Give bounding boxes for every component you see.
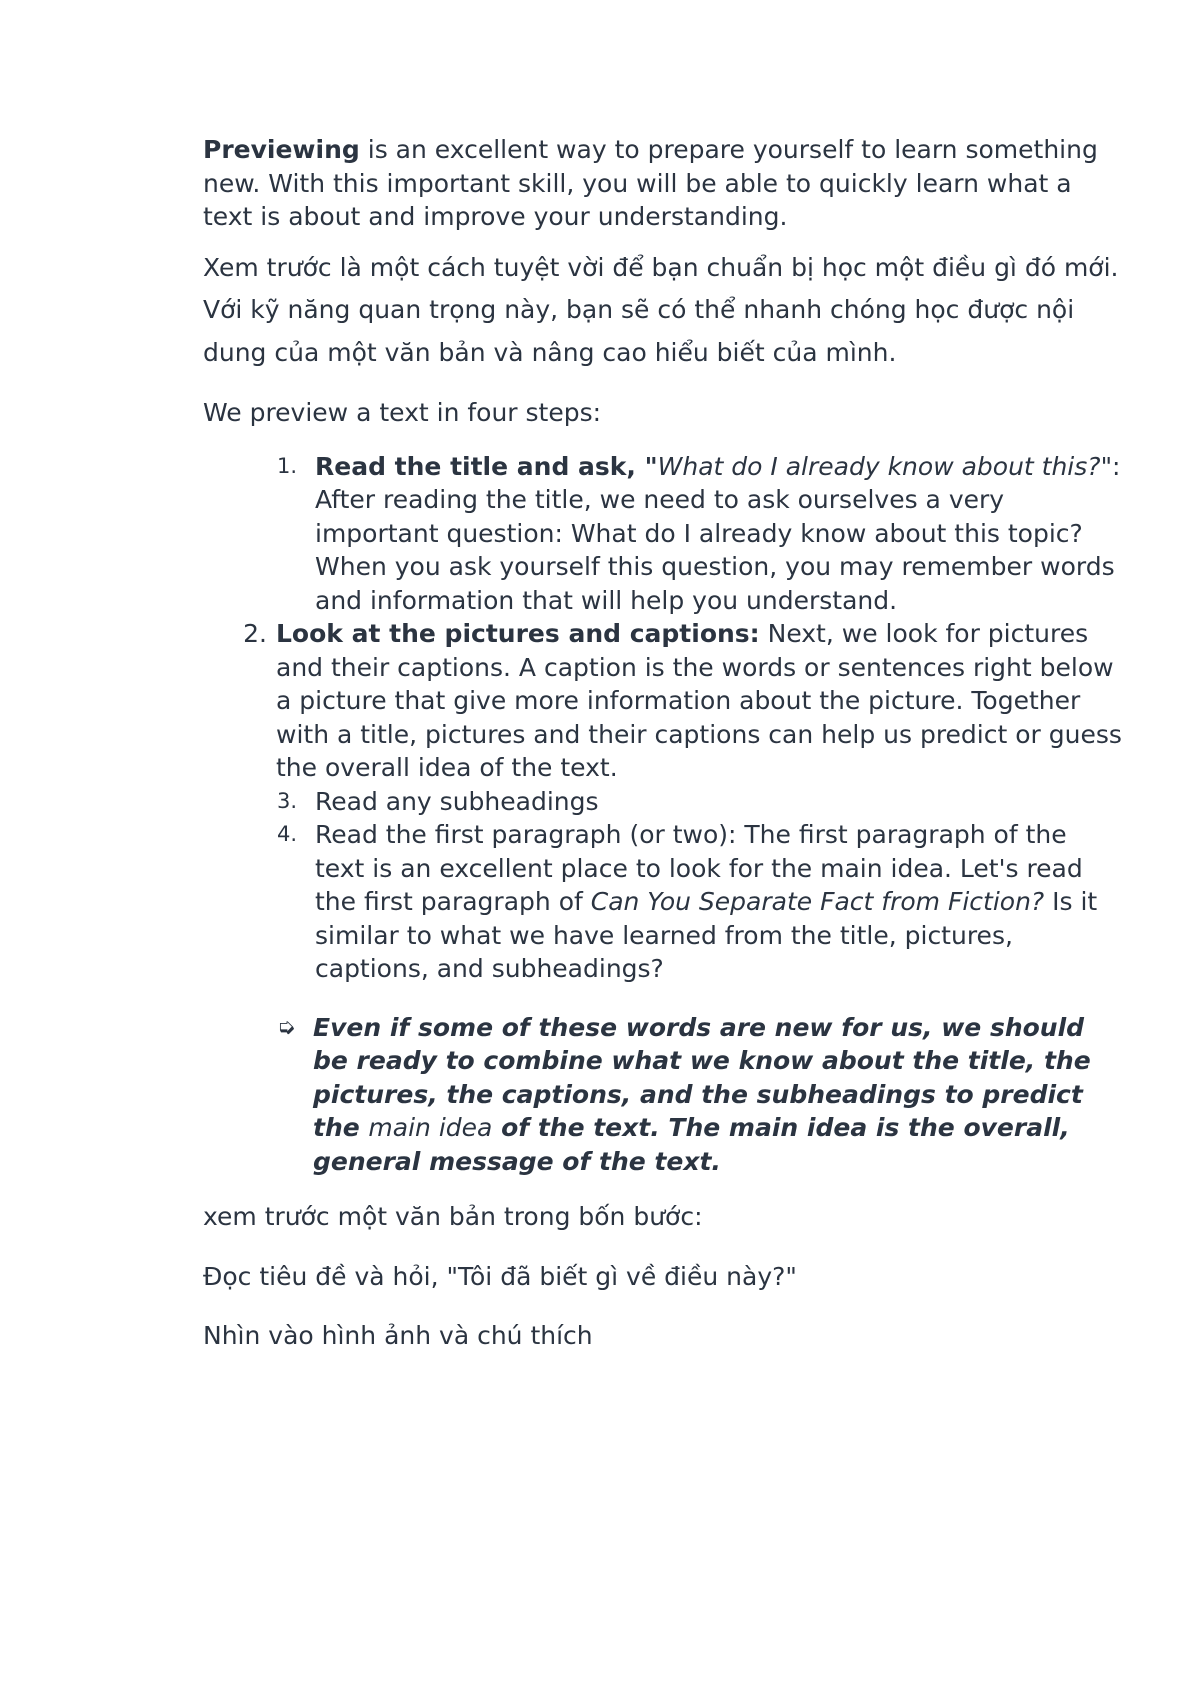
- main-idea-callout: [203, 1011, 1123, 1179]
- steps-intro: We preview a text in four steps:: [203, 398, 602, 427]
- step-1-bold: Read the title and ask, ": [315, 451, 658, 481]
- list-item-step-2: [203, 617, 1123, 785]
- intro-lead-bold: Previewing: [203, 135, 360, 164]
- arrow-icon: ➭: [277, 1014, 296, 1040]
- step-1-question: What do I already know about this?: [657, 451, 1101, 481]
- vietnamese-step-1: Đọc tiêu đề và hỏi, "Tôi đã biết gì về điều này?": [203, 1261, 797, 1291]
- list-number: 2.: [243, 619, 267, 648]
- list-item-step-3: [203, 785, 1123, 819]
- intro-paragraph-vietnamese: Xem trước là một cách tuyệt vời để bạn chuẩn bị học một điều gì đó mới. Với kỹ năng quan trọng này, bạn sẽ có thể nhanh chóng học được nội dung của một văn bản và nâng cao hiểu biết của mình.: [203, 252, 1119, 367]
- vietnamese-steps-intro: xem trước một văn bản trong bốn bước:: [203, 1202, 703, 1231]
- steps-list: [203, 450, 1123, 986]
- list-number: 4.: [276, 822, 297, 846]
- list-item-step-4: [203, 818, 1123, 986]
- step-2-bold: Look at the pictures and captions:: [276, 619, 760, 648]
- list-item-step-1: [203, 450, 1123, 618]
- callout-text-end: of the text. The main idea is the overall, general message of the text.: [313, 1113, 1070, 1176]
- document-body: [203, 133, 1123, 1353]
- step-4-text-after: Is it similar to what we have learned from the title, pictures, captions, and subheadings?: [315, 887, 1098, 983]
- step-4-text: Read the first paragraph (or two): The first paragraph of the text is an excellent place to look for the main idea. Let's read the first paragraph of: [315, 820, 1083, 916]
- list-number: 3.: [276, 788, 297, 813]
- step-2-text: Next, we look for pictures and their captions. A caption is the words or sentences right below a picture that give more information about the picture. Together with a title, pictures and their captions can help us predict or guess the overall idea of the text.: [276, 619, 1122, 782]
- intro-paragraph: [203, 133, 1123, 234]
- step-3-text: Read any subheadings: [315, 786, 599, 816]
- intro-text: is an excellent way to prepare yourself to learn something new. With this important skill, you will be able to quickly learn what a text is about and improve your understanding.: [203, 135, 1098, 231]
- vietnamese-step-2: Nhìn vào hình ảnh và chú thích: [203, 1321, 593, 1350]
- list-number: 1.: [276, 453, 297, 478]
- callout-text: Even if some of these words are new for us, we should be ready to combine what we know about the title, the pictures, the captions, and the subheadings to predict the: [313, 1012, 1091, 1142]
- step-1-text: ": After reading the title, we need to ask ourselves a very important question: What do I already know about this topic? When you ask yourself this question, you may remember words and information that will help you understand.: [315, 451, 1121, 615]
- step-4-book-title: Can You Separate Fact from Fiction?: [590, 887, 1045, 916]
- callout-main-idea: main idea: [368, 1113, 493, 1142]
